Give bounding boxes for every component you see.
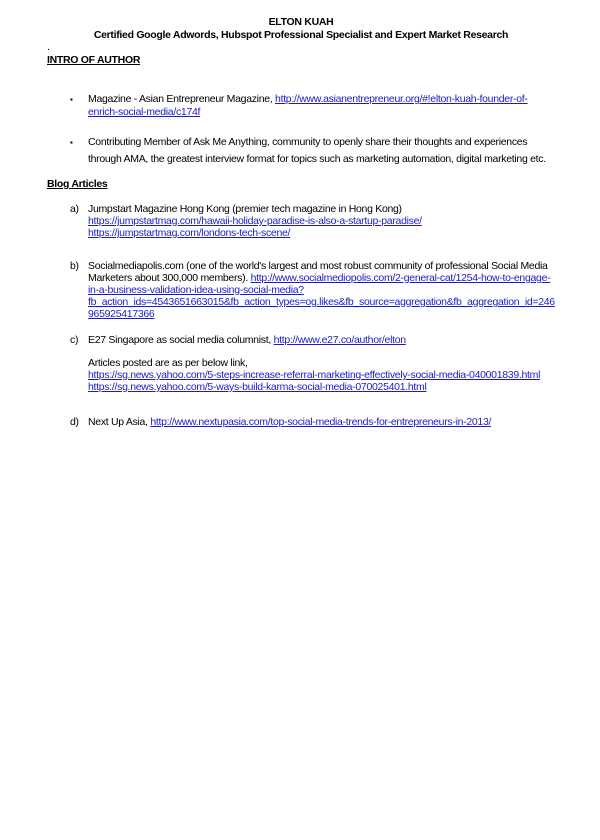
blog-item-e27 xyxy=(70,334,555,393)
socialmediopolis-link[interactable]: http://www.socialmediopolis.com/2-general-cat/1254-how-to-engage-in-a-business-validation-idea-using-social-media?fb_action_ids=4543651663015&fb_action_types=og.likes&fb_source=aggregation&fb_aggregation_id=246965925417366 xyxy=(88,272,555,320)
nextupasia-link[interactable]: http://www.nextupasia.com/top-social-media-trends-for-entrepreneurs-in-2013/ xyxy=(150,416,492,428)
stray-period: . xyxy=(47,41,50,53)
jumpstart-label: Jumpstart Magazine Hong Kong (premier tech magazine in Hong Kong) xyxy=(88,203,402,215)
articles-posted-block xyxy=(88,357,540,393)
list-marker-b: b) xyxy=(70,260,79,272)
jumpstart-hawaii-link[interactable]: https://jumpstartmag.com/hawaii-holiday-paradise-is-also-a-startup-paradise/ xyxy=(88,215,422,227)
e27-label: E27 Singapore as social media columnist, xyxy=(88,334,274,346)
jumpstart-item-text xyxy=(88,203,422,239)
list-marker-d: d) xyxy=(70,416,79,428)
intro-bullet-list xyxy=(47,93,555,168)
e27-author-link[interactable]: http://www.e27.co/author/elton xyxy=(273,334,406,346)
blog-item-jumpstart xyxy=(70,203,555,239)
list-marker-c: c) xyxy=(70,334,79,346)
bullet-square-icon: ▪ xyxy=(70,138,73,147)
e27-item-text xyxy=(88,334,540,393)
document-subtitle: Certified Google Adwords, Hubspot Professional Specialist and Expert Market Research xyxy=(93,29,509,41)
intro-of-author-heading: INTRO OF AUTHOR xyxy=(47,54,141,66)
blog-item-socialmediapolis xyxy=(70,260,555,320)
list-marker-a: a) xyxy=(70,203,79,215)
next-up-asia-label: Next Up Asia, xyxy=(88,416,151,428)
document-title: ELTON KUAH xyxy=(268,16,334,28)
socialmediapolis-label: Socialmediapolis.com (one of the world's largest and most robust community of professional Social Media Marketers about 300,000 members). xyxy=(88,260,548,284)
socialmediapolis-item-text xyxy=(88,260,555,320)
jumpstart-london-link[interactable]: https://jumpstartmag.com/londons-tech-scene/ xyxy=(88,227,291,239)
blog-articles-heading: Blog Articles xyxy=(47,178,108,190)
articles-posted-label: Articles posted are as per below link, xyxy=(88,357,248,369)
next-up-asia-item-text xyxy=(88,416,491,428)
ask-me-anything-text: Contributing Member of Ask Me Anything, community to openly share their thoughts and experiences through AMA, the greatest interview format for topics such as marketing automation, digital marketing etc. xyxy=(88,136,546,165)
bullet-square-icon: ▪ xyxy=(70,95,73,104)
yahoo-karma-link[interactable]: https://sg.news.yahoo.com/5-ways-build-karma-social-media-070025401.html xyxy=(88,381,427,393)
list-item-ask-me-anything xyxy=(70,134,555,168)
yahoo-referral-marketing-link[interactable]: https://sg.news.yahoo.com/5-steps-increase-referral-marketing-effectively-social-media-040001839.html xyxy=(88,369,541,381)
asian-entrepreneur-link[interactable]: http://www.asianentrepreneur.org/#!elton-kuah-founder-of-enrich-social-media/c174f xyxy=(88,93,528,118)
blog-item-next-up-asia xyxy=(70,416,555,428)
magazine-item-text xyxy=(88,93,555,119)
magazine-label: Magazine - Asian Entrepreneur Magazine, xyxy=(88,93,276,105)
list-item-magazine xyxy=(70,93,555,119)
